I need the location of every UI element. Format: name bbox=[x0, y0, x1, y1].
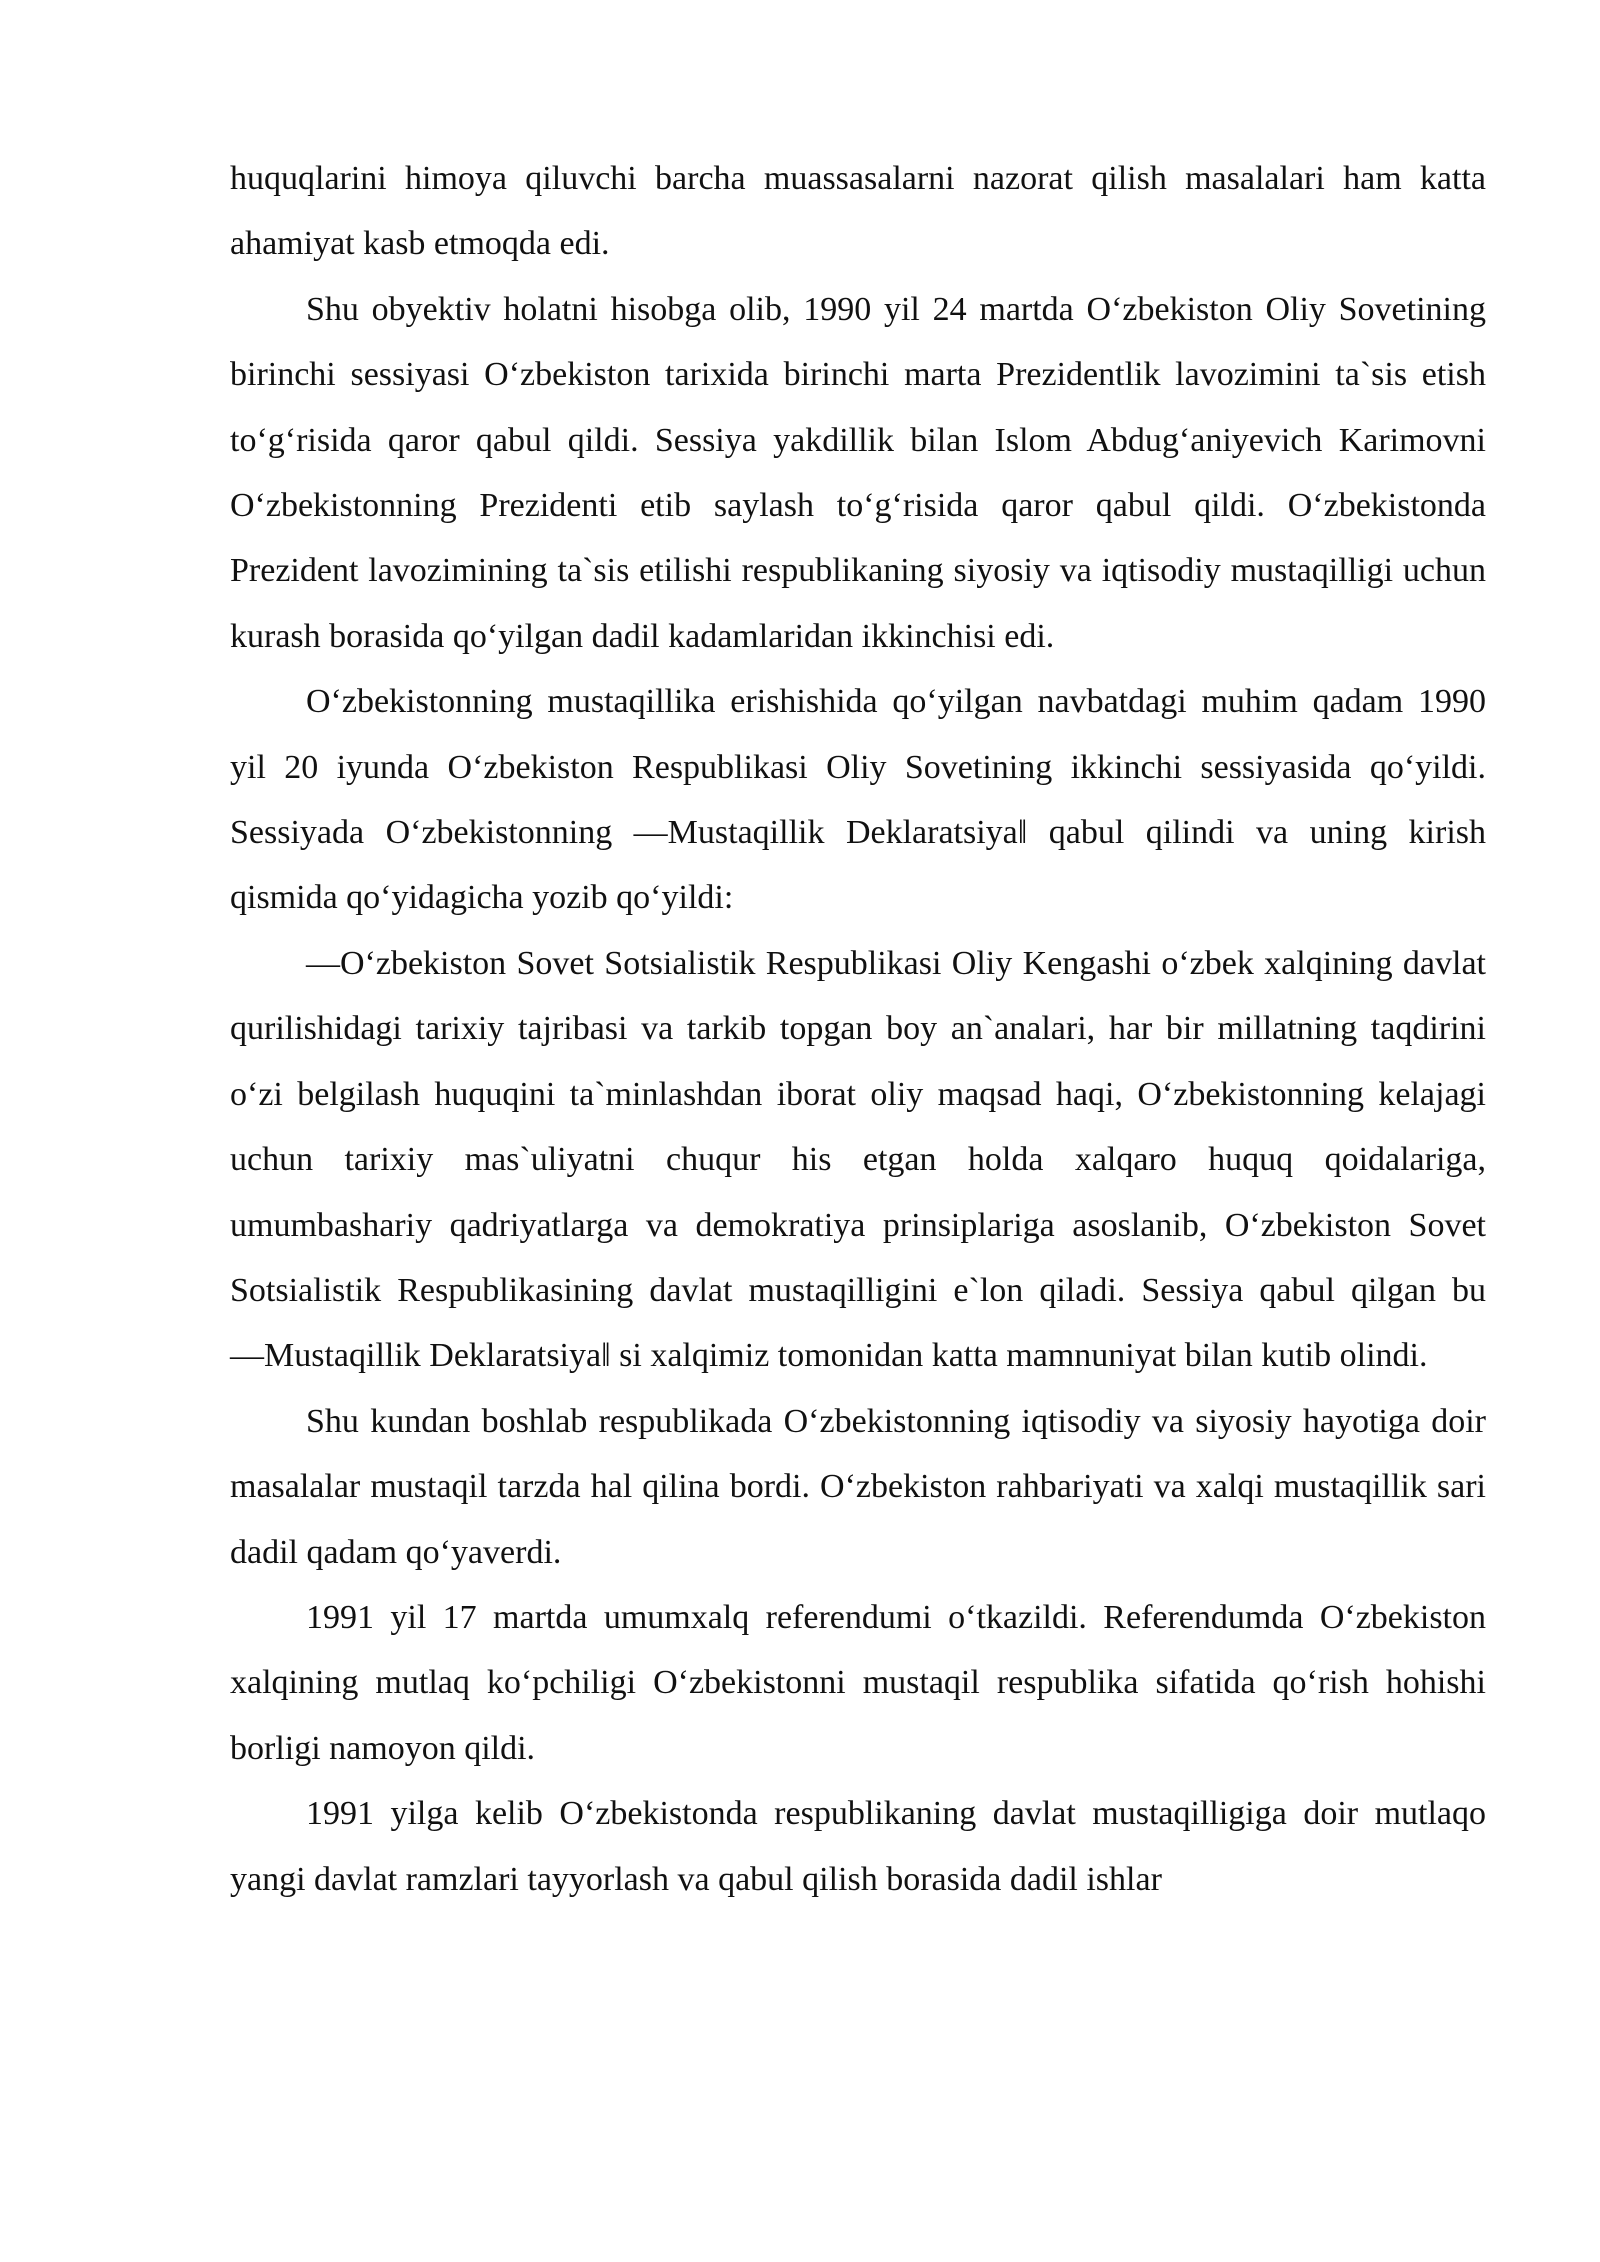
document-page bbox=[230, 146, 1486, 1912]
paragraph-4: ―O‘zbekiston Sovet Sotsialistik Respublikasi Oliy Kengashi o‘zbek xalqining davlat qurilishidagi tarixiy tajribasi va tarkib topgan boy an`analari, har bir millatning taqdirini o‘zi belgilash huquqini ta`minlashdan iborat oliy maqsad haqi, O‘zbekistonning kelajagi uchun tarixiy mas`uliyatni chuqur his etgan holda xalqaro huquq qoidalariga, umumbashariy qadriyatlarga va demokratiya prinsiplariga asoslanib, O‘zbekiston Sovet Sotsialistik Respublikasining davlat mustaqilligini e`lon qiladi. Sessiya qabul qilgan bu ―Mustaqillik Deklaratsiya‖ si xalqimiz tomonidan katta mamnuniyat bilan kutib olindi. bbox=[230, 944, 1486, 1375]
paragraph-2: Shu obyektiv holatni hisobga olib, 1990 yil 24 martda O‘zbekiston Oliy Sovetining birinchi sessiyasi O‘zbekiston tarixida birinchi marta Prezidentlik lavozimini ta`sis etish to‘g‘risida qaror qabul qildi. Sessiya yakdillik bilan Islom Abdug‘aniyevich Karimovni O‘zbekistonning Prezidenti etib saylash to‘g‘risida qaror qabul qildi. O‘zbekistonda Prezident lavozimining ta`sis etilishi respublikaning siyosiy va iqtisodiy mustaqilligi uchun kurash borasida qo‘yilgan dadil kadamlaridan ikkinchisi edi. bbox=[230, 290, 1486, 655]
paragraph-5: Shu kundan boshlab respublikada O‘zbekistonning iqtisodiy va siyosiy hayotiga doir masalalar mustaqil tarzda hal qilina bordi. O‘zbekiston rahbariyati va xalqi mustaqillik sari dadil qadam qo‘yaverdi. bbox=[230, 1402, 1486, 1571]
paragraph-6: 1991 yil 17 martda umumxalq referendumi o‘tkazildi. Referendumda O‘zbekiston xalqining mutlaq ko‘pchiligi O‘zbekistonni mustaqil respublika sifatida qo‘rish hohishi borligi namoyon qildi. bbox=[230, 1598, 1486, 1767]
paragraph-1: huquqlarini himoya qiluvchi barcha muassasalarni nazorat qilish masalalari ham katta ahamiyat kasb etmoqda edi. bbox=[230, 160, 1486, 263]
paragraph-7: 1991 yilga kelib O‘zbekistonda respublikaning davlat mustaqilligiga doir mutlaqo yangi davlat ramzlari tayyorlash va qabul qilish borasida dadil ishlar bbox=[230, 1795, 1486, 1898]
paragraph-3: O‘zbekistonning mustaqillika erishishida qo‘yilgan navbatdagi muhim qadam 1990 yil 20 iyunda O‘zbekiston Respublikasi Oliy Sovetining ikkinchi sessiyasida qo‘yildi. Sessiyada O‘zbekistonning ―Mustaqillik Deklaratsiya‖ qabul qilindi va uning kirish qismida qo‘yidagicha yozib qo‘yildi: bbox=[230, 683, 1486, 917]
